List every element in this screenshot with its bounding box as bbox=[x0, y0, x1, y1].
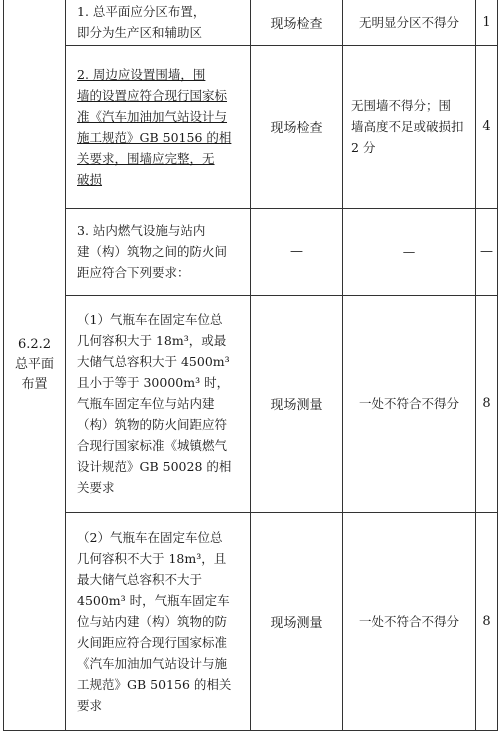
scoring-cell bbox=[343, 45, 476, 208]
requirement-line: 几何容积大于 18m³，或最 bbox=[77, 333, 227, 348]
requirement-line: 关要求 bbox=[77, 480, 115, 495]
method-cell: 现场测量 bbox=[251, 512, 343, 730]
table-row bbox=[4, 45, 498, 208]
requirement-line: 火间距应符合现行国家标准 bbox=[77, 634, 228, 650]
requirement-cell bbox=[66, 0, 251, 45]
requirement-line: 2. 周边应设置围墙，围 bbox=[77, 66, 206, 82]
table-row bbox=[4, 512, 498, 730]
scoring-line: 墙高度不足或破损扣 bbox=[351, 119, 464, 134]
requirement-line: 《汽车加油加气站设计与施 bbox=[77, 655, 228, 671]
points-cell: 8 bbox=[476, 512, 498, 730]
points-cell: 4 bbox=[476, 45, 498, 208]
requirement-line: 且小于等于 30000m³ 时， bbox=[77, 375, 230, 390]
points-cell: 8 bbox=[476, 295, 498, 512]
scoring-cell bbox=[343, 0, 476, 45]
points-cell: 1 bbox=[476, 0, 498, 45]
scoring-line: 一处不符合不得分 bbox=[358, 396, 459, 411]
table-row bbox=[4, 0, 498, 45]
requirement-line: 即分为生产区和辅助区 bbox=[77, 25, 203, 41]
scoring-cell bbox=[343, 512, 476, 730]
requirement-line: 1. 总平面应分区布置， bbox=[77, 4, 206, 20]
requirement-line: 气瓶车固定车位与站内建 bbox=[77, 396, 215, 411]
scoring-line: 2 分 bbox=[351, 140, 376, 155]
scoring-line: 无围墙不得分；围 bbox=[351, 98, 452, 113]
requirement-line: 建（构）筑物之间的防火间 bbox=[77, 244, 228, 259]
requirement-line: 合现行国家标准《城镇燃气 bbox=[77, 438, 228, 453]
scoring-cell bbox=[343, 208, 476, 295]
requirement-cell bbox=[66, 512, 251, 730]
scoring-cell bbox=[343, 295, 476, 512]
method-cell: — bbox=[251, 208, 343, 295]
category-title-line: 总平面 bbox=[14, 356, 54, 372]
requirement-line: 墙的设置应符合现行国家标 bbox=[77, 87, 228, 103]
requirement-cell bbox=[66, 45, 251, 208]
requirement-line: 位与站内建（构）筑物的防 bbox=[77, 613, 228, 629]
category-title-line: 布置 bbox=[21, 376, 48, 392]
requirement-line: 几何容积不大于 18m³，且 bbox=[77, 550, 227, 566]
requirement-line: 破损 bbox=[77, 171, 103, 187]
requirement-line: 施工规范》GB 50156 的相 bbox=[77, 129, 232, 145]
requirement-line: 要求 bbox=[77, 697, 103, 713]
requirement-line: （1）气瓶车在固定车位总 bbox=[77, 312, 223, 327]
scoring-line: 一处不符合不得分 bbox=[358, 613, 459, 629]
requirement-line: 准《汽车加油加气站设计与 bbox=[77, 108, 228, 124]
category-code: 6.2.2 bbox=[17, 336, 52, 352]
requirement-line: （构）筑物的防火间距应符 bbox=[77, 417, 228, 432]
requirement-line: 设计规范》GB 50028 的相 bbox=[77, 459, 232, 474]
requirement-line: 大储气总容积大于 4500m³ bbox=[77, 354, 230, 369]
category-cell bbox=[4, 0, 66, 730]
requirement-line: 3. 站内燃气设施与站内 bbox=[77, 223, 206, 238]
scoring-line: 无明显分区不得分 bbox=[358, 14, 459, 30]
requirement-line: 4500m³ 时，气瓶车固定车 bbox=[77, 592, 230, 608]
requirement-cell bbox=[66, 295, 251, 512]
method-cell: 现场检查 bbox=[251, 45, 343, 208]
table-row bbox=[4, 295, 498, 512]
points-cell: — bbox=[476, 208, 498, 295]
requirement-cell bbox=[66, 208, 251, 295]
table-row bbox=[4, 208, 498, 295]
scoring-line: — bbox=[402, 244, 416, 259]
requirement-line: 最大储气总容积不大于 bbox=[77, 571, 203, 587]
requirement-line: 关要求，围墙应完整，无 bbox=[77, 150, 215, 166]
method-cell: 现场检查 bbox=[251, 0, 343, 45]
requirement-line: 工规范》GB 50156 的相关 bbox=[77, 676, 232, 692]
evaluation-table bbox=[3, 0, 498, 731]
requirement-line: 距应符合下列要求： bbox=[77, 265, 190, 280]
method-cell: 现场测量 bbox=[251, 295, 343, 512]
requirement-line: （2）气瓶车在固定车位总 bbox=[77, 529, 223, 545]
